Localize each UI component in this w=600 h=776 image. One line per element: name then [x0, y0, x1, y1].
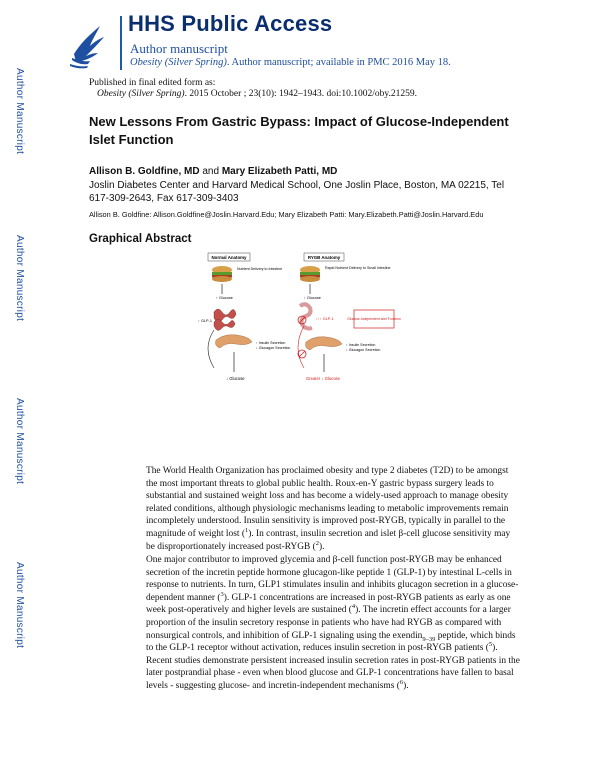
exendin-subscript: 9–39 — [422, 635, 436, 643]
affiliation: Joslin Diabetes Center and Harvard Medical School, One Joslin Place, Boston, MA 02215, Tel 617-309-2643, Fax 617-309-3403 — [89, 180, 505, 204]
sandwich-icon — [212, 266, 232, 282]
hhs-eagle-logo — [66, 14, 110, 70]
sidebar-label: Author Manuscript — [14, 398, 25, 485]
sandwich-icon — [300, 266, 320, 282]
paragraph-text: ). Recent studies demonstrate persistent increased insulin secretion rates in post-RYGB patients in the later postprandial phase - even when blood glucose and GLP-1 concentrations have fallen to basal levels - suggesting glucose- and incretin-independent mechanisms ( — [146, 643, 520, 691]
left-glp1-label: ↑ GLP-1 — [198, 319, 212, 323]
rygb-anatomy-label: RYGB Anatomy — [307, 255, 341, 260]
reference-link[interactable]: 4 — [351, 603, 356, 611]
paragraph-text: One major contributor to improved glycemia and β-cell function post-RYGB may be enhanced secretion of the incretin peptide hormone glucagon-like peptide 1 (GLP-1) by intestinal L-cells in response to nutrients. In turn, GLP1 stimulates insulin and inhibits glucagon secretion in a glucose-dependent manner ( — [146, 555, 519, 603]
pancreas-icon — [216, 335, 253, 348]
pancreas-icon — [306, 337, 343, 350]
header-citation-rest: . Author manuscript; available in PMC 2016 May 18. — [226, 57, 451, 68]
right-greater-glucose-down: Greater ↓ Glucose — [306, 376, 340, 381]
reference-link[interactable]: 3 — [220, 590, 224, 598]
islet-function-label: Glucose-Independent Islet Function — [347, 317, 401, 321]
author-2: Mary Elizabeth Patti, MD — [221, 166, 338, 177]
author-1: Allison B. Goldfine, MD — [89, 166, 200, 177]
paragraph-text: ). In contrast, insulin secretion and islet β-cell glucose sensitivity may be disproportionately increased post-RYGB ( — [146, 528, 511, 552]
header-divider — [120, 16, 122, 70]
reference-link[interactable]: 2 — [315, 539, 320, 547]
author-conjunction: and — [202, 166, 220, 177]
right-glucagon-label: ↓ Glucagon Secretion — [346, 348, 381, 352]
graphical-abstract-heading: Graphical Abstract — [89, 233, 192, 245]
reference-link[interactable]: 6 — [399, 678, 404, 686]
normal-anatomy-label: Normal Anatomy — [211, 255, 247, 260]
published-in-label: Published in final edited form as: — [89, 78, 216, 88]
paragraph-text: ). GLP-1 concentrations are increased in post-RYGB patients as early as one week post-operatively and higher levels are sustained ( — [146, 592, 511, 616]
sidebar-label: Author Manuscript — [14, 235, 25, 322]
intestine-icon — [214, 309, 236, 330]
sidebar-label: Author Manuscript — [14, 562, 25, 649]
paragraph-text: The World Health Organization has proclaimed obesity and type 2 diabetes (T2D) to be amongst the most important threats to global public health. Roux-en-Y gastric bypass surgery leads to substantial and sustained weight loss and has become a widely-used approach to manage obesity related conditions, although physiologic mechanisms leading to metabolic improvements remain incompletely understood. Insulin sensitivity is improved post-RYGB, typically in parallel to the magnitude of weight lost ( — [146, 466, 509, 539]
feedback-arrow — [298, 326, 304, 368]
reference-link[interactable]: 5 — [488, 641, 493, 649]
header-citation — [130, 57, 451, 68]
feedback-arrow — [208, 330, 214, 368]
left-glucagon-label: ↓ Glucagon Secretion — [256, 346, 291, 350]
publication-details — [97, 89, 417, 99]
reference-link[interactable]: 1 — [244, 526, 249, 534]
publication-volume[interactable]: . 2015 October ; 23(10): 1942–1943. doi:10.1002/oby.21259. — [184, 89, 417, 99]
right-insulin-label: ↑ Insulin Secretion — [346, 343, 376, 347]
paragraph-text: peptide, which binds to the GLP-1 receptor without activation, reduces insulin secretion in post-RYGB patients ( — [146, 630, 516, 654]
right-glucose-up: ↑ Glucose — [304, 296, 321, 300]
header-subtitle: Author manuscript — [130, 41, 228, 56]
left-glucose-up: ↑ Glucose — [216, 296, 233, 300]
paragraph-text: ). The incretin effect accounts for a larger proportion of the insulin secretory response in patients who have had RYGB as compared with nonsurgical controls, and inhibition of GLP-1 signaling using the exendin — [146, 605, 511, 641]
page-title: HHS Public Access — [128, 11, 333, 36]
right-glp1-label: ↑↑↑ GLP-1 — [316, 317, 334, 321]
paragraph-2 — [146, 554, 520, 693]
left-insulin-label: ↑ Insulin Secretion — [256, 341, 286, 345]
sidebar-label: Author Manuscript — [14, 68, 25, 155]
publication-journal: Obesity (Silver Spring) — [97, 89, 185, 99]
left-glucose-down: ↓ Glucose — [226, 376, 245, 381]
paragraph-text: ). — [403, 680, 409, 691]
right-delivery-label: Rapid Nutrient Delivery to Small Intestine — [325, 266, 391, 270]
bypass-intestine-icon — [300, 304, 312, 328]
paragraph-text: ). — [319, 541, 325, 552]
author-emails[interactable]: Allison B. Goldfine: Allison.Goldfine@Joslin.Harvard.Edu; Mary Elizabeth Patti: Mary.Elizabeth.Patti@Joslin.Harvard.Edu — [89, 210, 484, 219]
paragraph-1 — [146, 465, 520, 553]
authors — [89, 166, 337, 177]
left-delivery-label: Nutrient Delivery to Intestine — [237, 267, 283, 271]
graphical-abstract-figure — [196, 248, 406, 396]
header-citation-journal[interactable]: Obesity (Silver Spring) — [130, 57, 227, 68]
article-title: New Lessons From Gastric Bypass: Impact of Glucose-Independent Islet Function — [89, 114, 509, 147]
